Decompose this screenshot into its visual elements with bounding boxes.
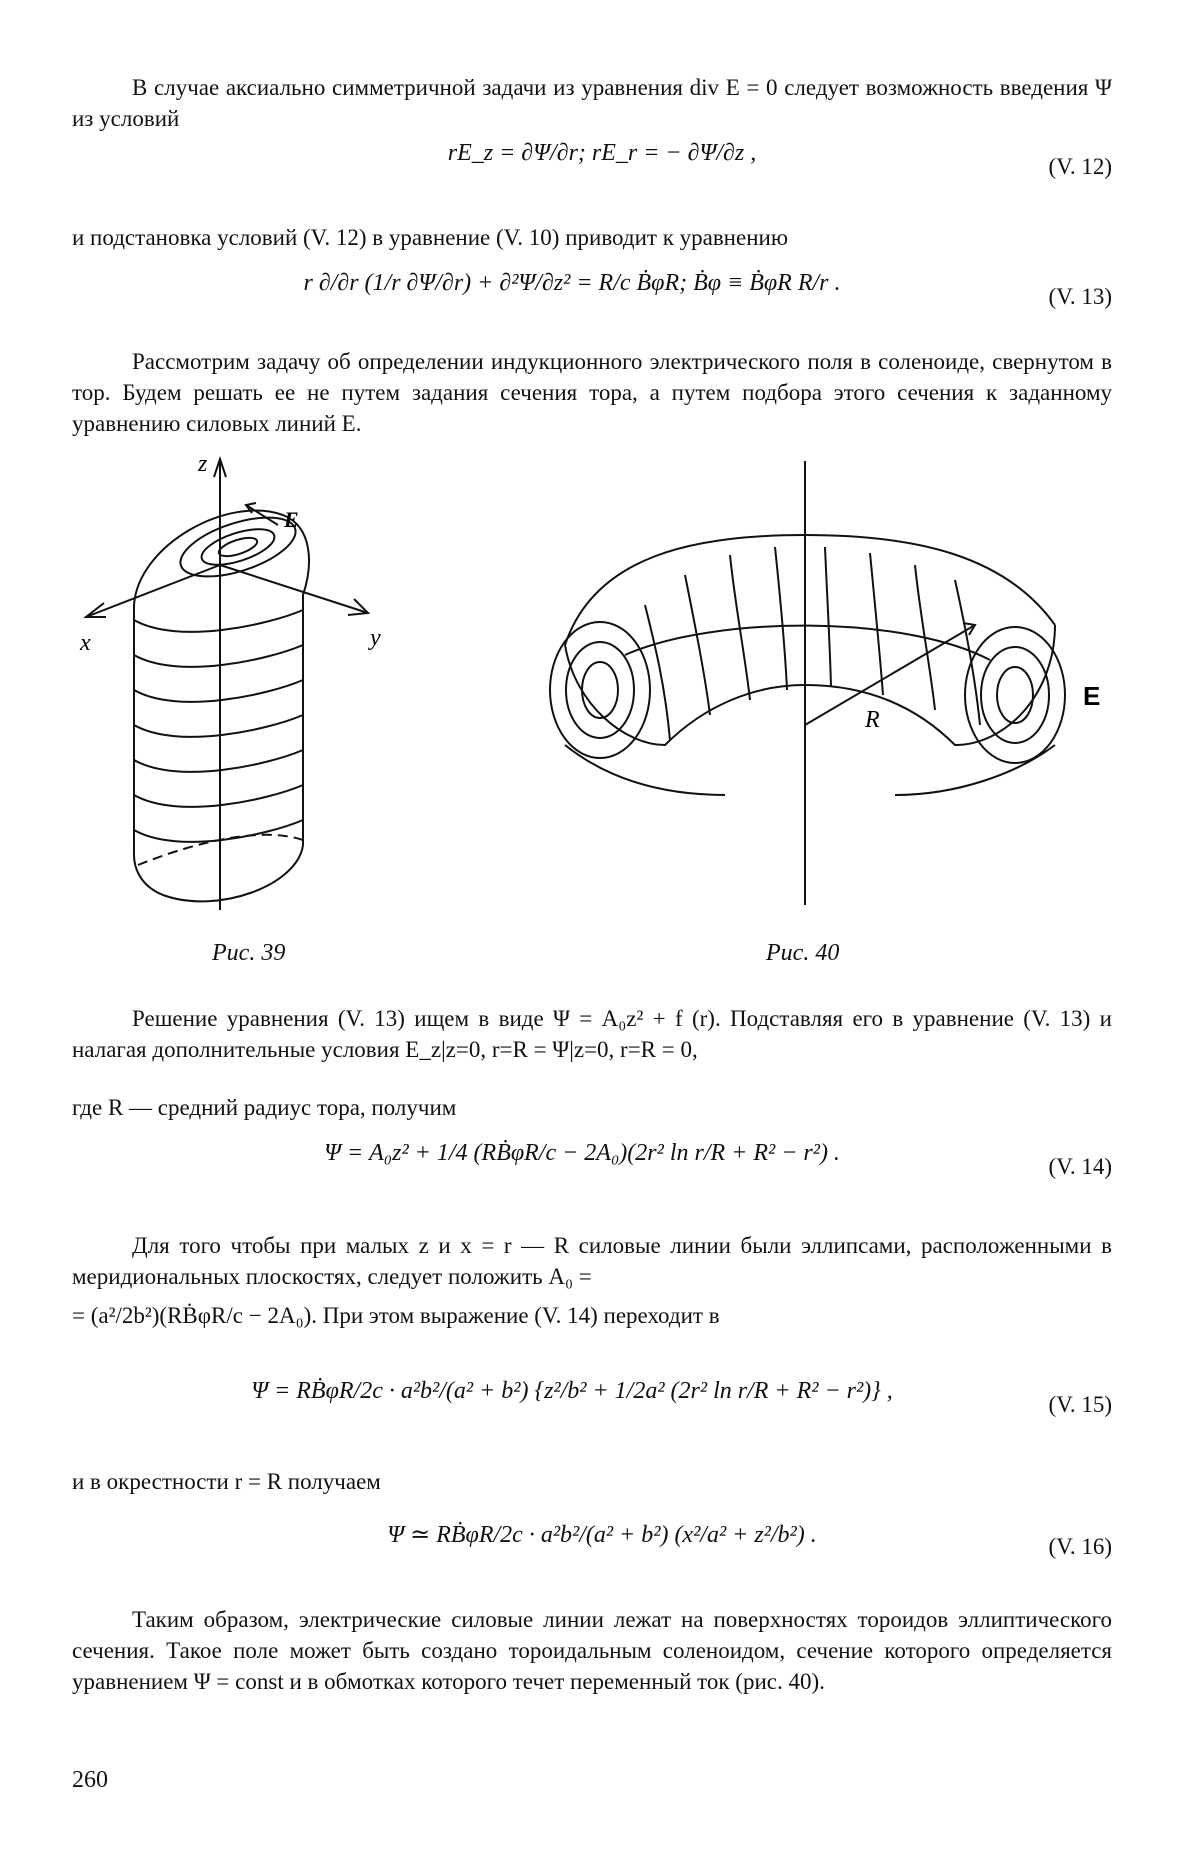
paragraph-6b: = (a²/2b²)(RḂφR/c − 2A₀). При этом выражение (V. 14) переходит в (72, 1303, 720, 1328)
figure-40 (535, 455, 1135, 915)
mid-ring (625, 626, 990, 660)
equation-v14-formula: Ψ = A₀z² + 1/4 (RḂφR/c − 2A₀)(2r² ln r/R + R² − r²) . (324, 1140, 840, 1166)
equation-v14 (72, 1140, 1112, 1204)
right-section-inner (997, 667, 1033, 723)
winding (134, 750, 303, 772)
label-x: x (80, 630, 91, 656)
left-section-mid (566, 642, 634, 738)
equation-v16-formula: Ψ ≃ RḂφR/2c · a²b²/(a² + b²) (x²/a² + z²/b²) . (387, 1522, 817, 1548)
winding (685, 575, 710, 715)
e-field-arrow (246, 505, 278, 525)
equation-v16-number: (V. 16) (1048, 1534, 1112, 1559)
page-number: 260 (72, 1767, 108, 1793)
figure-39-caption: Рис. 39 (212, 940, 286, 966)
paragraph-3: Рассмотрим задачу об определении индукционного электрического поля в соленоиде, свернутом в тор. Будем решать ее не путем задания сечения тора, а путем подбора этого сечения к заданному уравнению силовых линий E. (72, 349, 1112, 436)
left-section-inner (582, 662, 618, 718)
paragraph-1: В случае аксиально симметричной задачи из уравнения div E = 0 следует возможность введения Ψ из условий (72, 75, 1112, 131)
winding (134, 820, 303, 842)
bottom-arc (565, 745, 1055, 795)
winding (825, 547, 831, 687)
figure-39 (78, 455, 408, 915)
winding (134, 715, 303, 737)
equation-v14-number: (V. 14) (1048, 1154, 1112, 1179)
right-section-mid (981, 647, 1049, 743)
equation-v12-number: (V. 12) (1048, 154, 1112, 179)
winding (870, 553, 883, 695)
winding (134, 680, 303, 702)
equation-v16 (72, 1520, 1112, 1584)
label-r: R (865, 707, 880, 733)
y-axis (220, 565, 368, 613)
torus-top (565, 535, 1055, 645)
winding (134, 610, 303, 632)
paragraph-6: Для того чтобы при малых z и x = r — R силовые линии были эллипсами, расположенными в меридиональных плоскостях, следует положить A₀ = (72, 1233, 1112, 1289)
winding (775, 547, 787, 690)
winding (134, 645, 303, 667)
equation-v15-number: (V. 15) (1048, 1392, 1112, 1417)
paragraph-7: и в окрестности r = R получаем (72, 1469, 381, 1494)
equation-v15 (72, 1378, 1112, 1442)
label-e: E (284, 507, 299, 532)
label-y: y (370, 625, 381, 651)
equation-v12 (72, 140, 1112, 204)
equation-v15-formula: Ψ = RḂφR/2c · a²b²/(a² + b²) {z²/b² + 1/2a² (2r² ln r/R + R² − r²)} , (251, 1378, 893, 1404)
paragraph-5: где R — средний радиус тора, получим (72, 1095, 457, 1120)
contour-2 (198, 522, 279, 572)
paragraph-4: Решение уравнения (V. 13) ищем в виде Ψ = A₀z² + f (r). Подставляя его в уравнение (V. 13) и налагая дополнительные условия E_z|z=0, r=R = Ψ|z=0, r=R = 0, (72, 1006, 1112, 1062)
solenoid-body (134, 511, 309, 902)
label-e: E (1083, 681, 1101, 711)
figure-40-caption: Рис. 40 (766, 940, 840, 966)
label-z: z (198, 455, 208, 477)
x-axis (86, 565, 220, 617)
equation-v13 (72, 270, 1112, 334)
winding (134, 785, 303, 807)
paragraph-8: Таким образом, электрические силовые линии лежат на поверхностях тороидов эллиптического сечения. Такое поле может быть создано тороидальным соленоидом, сечение которого определяется уравнением Ψ = const и в обмотках которого течет переменный ток (рис. 40). (72, 1607, 1112, 1694)
paragraph-2: и подстановка условий (V. 12) в уравнение (V. 10) приводит к уравнению (72, 225, 788, 250)
equation-v13-formula: r ∂/∂r (1/r ∂Ψ/∂r) + ∂²Ψ/∂z² = R/c ḂφR; Ḃφ ≡ ḂφR R/r . (303, 270, 841, 296)
equation-v12-formula: rE_z = ∂Ψ/∂r; rE_r = − ∂Ψ/∂z , (447, 140, 757, 166)
equation-v13-number: (V. 13) (1048, 284, 1112, 309)
